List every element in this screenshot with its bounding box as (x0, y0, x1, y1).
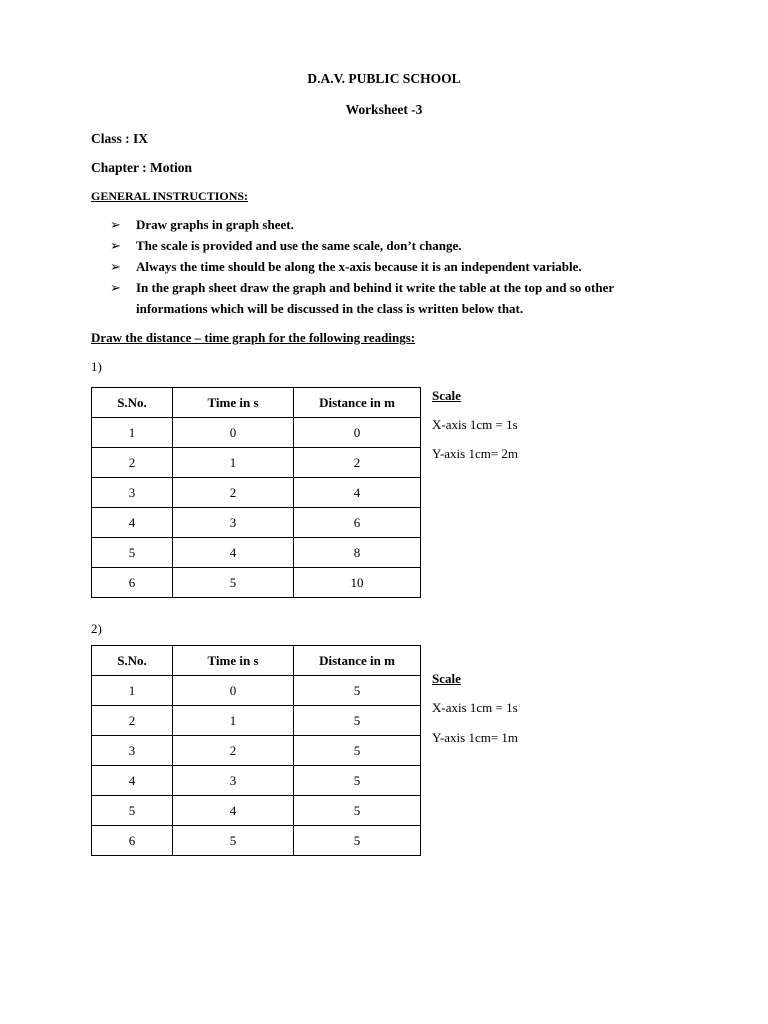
table-header-row (92, 646, 421, 676)
table-cell: 2 (92, 706, 173, 736)
chapter-label: Chapter : Motion (91, 160, 192, 175)
table-cell: 2 (173, 478, 294, 508)
instruction-text: The scale is provided and use the same scale, don’t change. (136, 238, 462, 253)
column-header: S.No. (92, 646, 173, 676)
question-number: 2) (91, 621, 102, 636)
scale-x-axis: X-axis 1cm = 1s (432, 700, 518, 715)
table-cell: 4 (173, 796, 294, 826)
table-cell: 0 (173, 418, 294, 448)
class-label: Class : IX (91, 131, 149, 146)
table-cell: 4 (92, 508, 173, 538)
arrow-bullet-icon: ➢ (110, 238, 121, 253)
table-cell: 5 (294, 676, 421, 706)
table-cell: 6 (92, 568, 173, 598)
table-cell: 1 (92, 676, 173, 706)
school-name: D.A.V. PUBLIC SCHOOL (307, 71, 461, 86)
table-cell: 2 (294, 448, 421, 478)
table-cell: 3 (92, 736, 173, 766)
worksheet-title: Worksheet -3 (345, 102, 423, 117)
table-cell: 5 (294, 766, 421, 796)
table-row (92, 508, 421, 538)
table-cell: 1 (92, 418, 173, 448)
table-cell: 10 (294, 568, 421, 598)
table-cell: 0 (294, 418, 421, 448)
table-cell: 5 (294, 706, 421, 736)
table-cell: 8 (294, 538, 421, 568)
instruction-text: Draw graphs in graph sheet. (136, 217, 294, 232)
arrow-bullet-icon: ➢ (110, 280, 121, 295)
table-cell: 5 (92, 796, 173, 826)
table-row (92, 568, 421, 598)
instruction-text: In the graph sheet draw the graph and behind it write the table at the top and so other informations which will be discussed in the class is written below that. (136, 280, 614, 316)
scale-y-axis: Y-axis 1cm= 1m (432, 730, 519, 745)
column-header: Distance in m (294, 646, 421, 676)
table-cell: 0 (173, 676, 294, 706)
table-cell: 4 (294, 478, 421, 508)
question-number: 1) (91, 359, 102, 374)
table-cell: 6 (92, 826, 173, 856)
instruction-text: Always the time should be along the x-axis because it is an independent variable. (136, 259, 582, 274)
table-row (92, 706, 421, 736)
table-header-row (92, 388, 421, 418)
table-cell: 5 (294, 826, 421, 856)
table-row (92, 418, 421, 448)
table-row (92, 796, 421, 826)
column-header: Time in s (173, 388, 294, 418)
table-row (92, 538, 421, 568)
table-row (92, 826, 421, 856)
column-header: Distance in m (294, 388, 421, 418)
table-cell: 3 (173, 508, 294, 538)
table-row (92, 676, 421, 706)
readings-table (91, 387, 421, 598)
readings-table (91, 645, 421, 856)
table-cell: 5 (294, 796, 421, 826)
table-cell: 1 (173, 706, 294, 736)
scale-title: Scale (432, 671, 461, 686)
table-cell: 4 (173, 538, 294, 568)
table-row (92, 478, 421, 508)
table-cell: 5 (92, 538, 173, 568)
scale-y-axis: Y-axis 1cm= 2m (432, 446, 519, 461)
table-cell: 3 (92, 478, 173, 508)
table-cell: 5 (294, 736, 421, 766)
column-header: Time in s (173, 646, 294, 676)
scale-x-axis: X-axis 1cm = 1s (432, 417, 518, 432)
table-cell: 5 (173, 568, 294, 598)
table-row (92, 448, 421, 478)
task-heading: Draw the distance – time graph for the following readings: (91, 330, 416, 345)
table-cell: 4 (92, 766, 173, 796)
table-cell: 6 (294, 508, 421, 538)
arrow-bullet-icon: ➢ (110, 259, 121, 274)
table-cell: 1 (173, 448, 294, 478)
table-cell: 5 (173, 826, 294, 856)
table-cell: 2 (92, 448, 173, 478)
table-cell: 2 (173, 736, 294, 766)
table-row (92, 736, 421, 766)
instructions-heading: GENERAL INSTRUCTIONS: (91, 189, 249, 203)
arrow-bullet-icon: ➢ (110, 217, 121, 232)
scale-title: Scale (432, 388, 461, 403)
table-row (92, 766, 421, 796)
column-header: S.No. (92, 388, 173, 418)
table-cell: 3 (173, 766, 294, 796)
